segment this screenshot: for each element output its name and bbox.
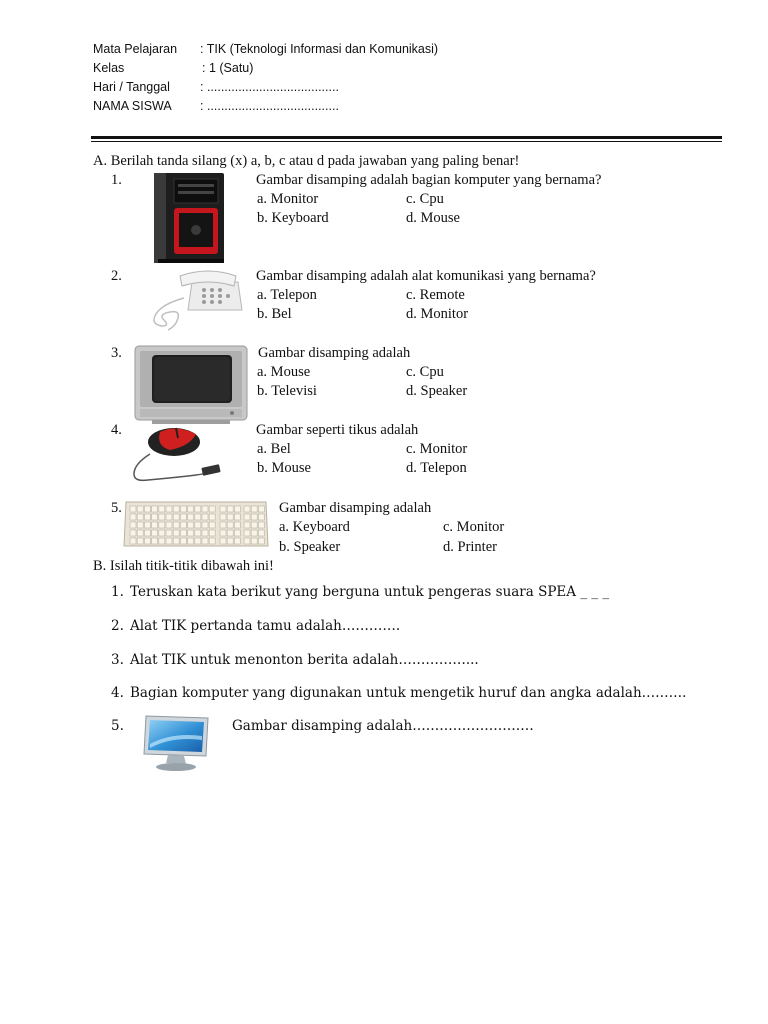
question-5-number: 5. <box>111 500 122 516</box>
fill-2-text: Alat TIK pertanda tamu adalah…………. <box>130 618 401 634</box>
header-value-name: : ...................................... <box>200 99 339 113</box>
fill-2-number: 2. <box>111 618 124 634</box>
question-5-text: Gambar disamping adalah <box>279 500 432 516</box>
question-2-text: Gambar disamping adalah alat komunikasi yang bernama? <box>256 268 596 284</box>
question-2-option-d[interactable]: d. Monitor <box>406 306 469 322</box>
question-2-option-b[interactable]: b. Bel <box>257 306 292 322</box>
question-4-option-d[interactable]: d. Telepon <box>406 460 467 476</box>
fill-1-text: Teruskan kata berikut yang berguna untuk pengeras suara SPEA _ _ _ <box>130 584 610 600</box>
header-label-date: Hari / Tanggal <box>93 80 170 94</box>
question-4-option-b[interactable]: b. Mouse <box>257 460 311 476</box>
question-2-option-c[interactable]: c. Remote <box>406 287 465 303</box>
question-3-option-a[interactable]: a. Mouse <box>257 364 311 380</box>
question-1-option-c[interactable]: c. Cpu <box>406 191 444 207</box>
computer-tower-icon <box>150 173 228 265</box>
fill-5-number: 5. <box>111 718 124 734</box>
section-a-title: A. Berilah tanda silang (x) a, b, c atau d pada jawaban yang paling benar! <box>93 153 520 169</box>
question-3-text: Gambar disamping adalah <box>258 345 411 361</box>
question-4-number: 4. <box>111 422 122 438</box>
television-icon <box>134 345 248 425</box>
question-1-option-a[interactable]: a. Monitor <box>257 191 319 207</box>
question-3-option-d[interactable]: d. Speaker <box>406 383 468 399</box>
question-1-number: 1. <box>111 172 122 188</box>
header-value-subject: : TIK (Teknologi Informasi dan Komunikasi) <box>200 42 439 56</box>
question-5-option-b[interactable]: b. Speaker <box>279 539 341 555</box>
question-1-option-b[interactable]: b. Keyboard <box>257 210 329 226</box>
monitor-icon <box>142 714 210 772</box>
question-2-option-a[interactable]: a. Telepon <box>257 287 317 303</box>
question-2-number: 2. <box>111 268 122 284</box>
fill-5-text: Gambar disamping adalah……………………… <box>232 718 534 734</box>
mouse-icon <box>130 424 226 484</box>
header-label-name: NAMA SISWA <box>93 99 172 113</box>
fill-1-number: 1. <box>111 584 124 600</box>
question-3-option-c[interactable]: c. Cpu <box>406 364 444 380</box>
keyboard-icon <box>122 500 270 550</box>
question-3-option-b[interactable]: b. Televisi <box>257 383 317 399</box>
fill-3-text: Alat TIK untuk menonton berita adalah……………... <box>130 652 479 668</box>
fill-4-number: 4. <box>111 685 124 701</box>
header-value-date: : ...................................... <box>200 80 339 94</box>
header-value-class: : 1 (Satu) <box>202 61 254 75</box>
question-5-option-a[interactable]: a. Keyboard <box>279 519 350 535</box>
fill-3-number: 3. <box>111 652 124 668</box>
header-divider-thin <box>91 141 722 142</box>
question-5-option-d[interactable]: d. Printer <box>443 539 497 555</box>
header-divider-thick <box>91 136 722 139</box>
question-4-option-c[interactable]: c. Monitor <box>406 441 468 457</box>
question-3-number: 3. <box>111 345 122 361</box>
fill-4-text: Bagian komputer yang digunakan untuk mengetik huruf dan angka adalah………. <box>130 685 687 701</box>
header-label-subject: Mata Pelajaran <box>93 42 178 56</box>
section-b-title: B. Isilah titik-titik dibawah ini! <box>93 558 274 574</box>
question-5-option-c[interactable]: c. Monitor <box>443 519 505 535</box>
question-1-text: Gambar disamping adalah bagian komputer yang bernama? <box>256 172 602 188</box>
question-1-option-d[interactable]: d. Mouse <box>406 210 460 226</box>
header-label-class: Kelas <box>93 61 125 75</box>
telephone-icon <box>148 268 244 332</box>
question-4-text: Gambar seperti tikus adalah <box>256 422 419 438</box>
question-4-option-a[interactable]: a. Bel <box>257 441 291 457</box>
